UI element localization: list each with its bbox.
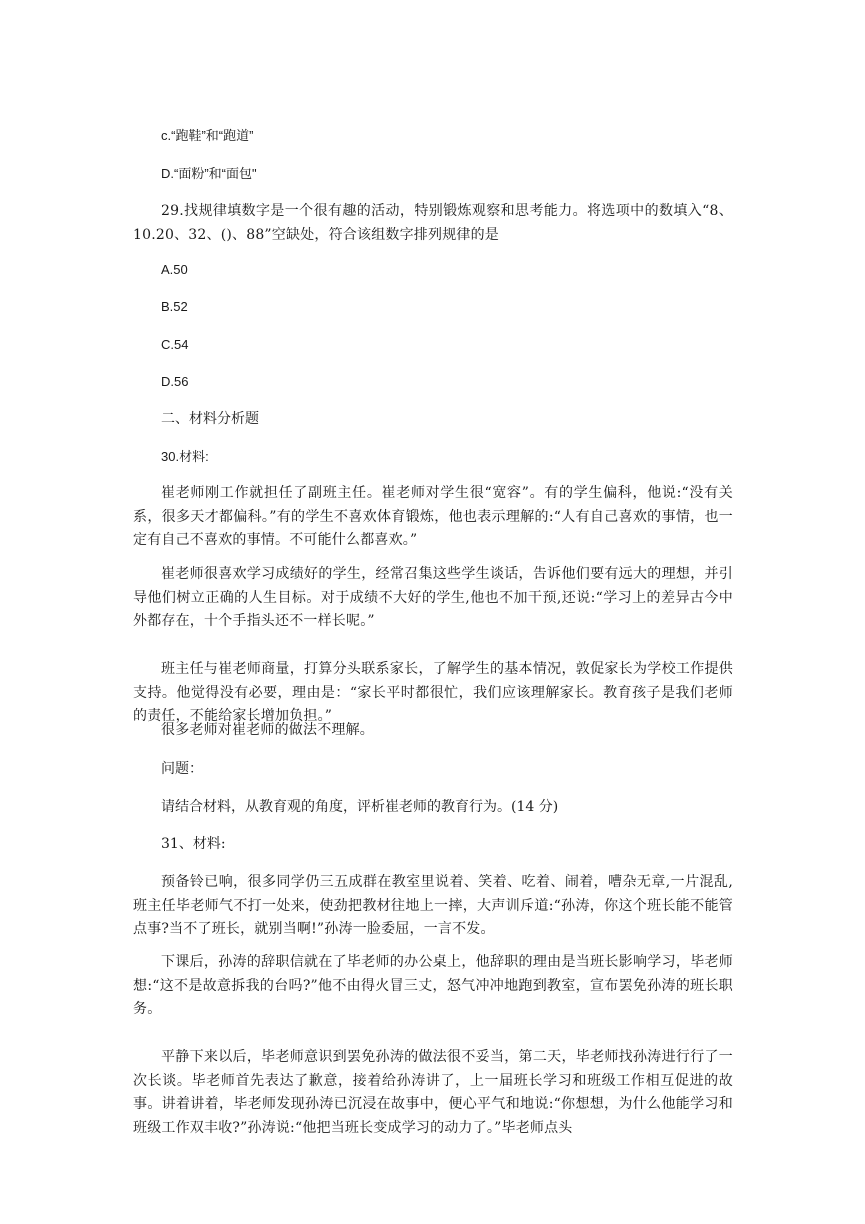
q31-paragraph-2: 下课后，孙涛的辞职信就在了毕老师的办公桌上，他辞职的理由是当班长影响学习，毕老师想:“这不是故意拆我的台吗?”他不由得火冒三丈，怒气冲冲地跑到教室，宣布罢免孙涛的班长职务。 xyxy=(133,954,733,1017)
question-29: 29.找规律填数字是一个很有趣的活动，特别锻炼观察和思考能力。将选项中的数填入“8、10.20、32、()、88”空缺处，符合该组数字排列规律的是 xyxy=(133,203,733,243)
q31-paragraph-3: 平静下来以后，毕老师意识到罢免孙涛的做法很不妥当，第二天，毕老师找孙涛进行行了一次长谈。毕老师首先表达了歉意，接着给孙涛讲了，上一届班长学习和班级工作相互促进的故事。讲着讲着，毕老师发现孙涛已沉浸在故事中，便心平气和地说:“你想想，为什么他能学习和班级工作双丰收?”孙涛说:“他把当班长变成学习的动力了。”毕老师点头 xyxy=(133,1049,733,1136)
section-title: 二、材料分析题 xyxy=(161,411,259,427)
q30-label: 30.材料: xyxy=(161,449,209,464)
q30-question-label: 问题： xyxy=(161,761,203,777)
q30-paragraph-1: 崔老师刚工作就担任了副班主任。崔老师对学生很“宽容”。有的学生偏科，他说:“没有关系，很多天才都偏科。”有的学生不喜欢体育锻炼，他也表示理解的:“人有自己喜欢的事情，也一定有自己不喜欢的事情。不可能什么都喜欢。” xyxy=(133,485,733,548)
option-c: c.“跑鞋”和“跑道” xyxy=(161,128,254,143)
option-d: D.“面粉”和“面包" xyxy=(161,166,257,181)
q31-label: 31、材料: xyxy=(161,836,226,852)
q30-paragraph-2: 崔老师很喜欢学习成绩好的学生，经常召集这些学生谈话，告诉他们要有远大的理想，并引导他们树立正确的人生目标。对于成绩不大好的学生,他也不加干预,还说:“学习上的差异古今中外都存在，十个手指头还不一样长呢。” xyxy=(133,566,733,629)
q30-paragraph-4: 很多老师对崔老师的做法不理解。 xyxy=(161,722,374,738)
q29-option-b: B.52 xyxy=(161,299,188,314)
q30-paragraph-3: 班主任与崔老师商量，打算分头联系家长，了解学生的基本情况，敦促家长为学校工作提供支持。他觉得没有必要，理由是：“家长平时都很忙，我们应该理解家长。教育孩子是我们老师的责任，不能给家长增加负担。” xyxy=(133,661,733,724)
q29-option-c: C.54 xyxy=(161,337,189,352)
q31-paragraph-1: 预备铃已响，很多同学仍三五成群在教室里说着、笑着、吃着、闹着，嘈杂无章,一片混乱,班主任毕老师气不打一处来，使劲把教材往地上一摔，大声训斥道:“孙涛，你这个班长能不能管点事?当不了班长，就别当啊!”孙涛一脸委屈，一言不发。 xyxy=(133,874,733,937)
q29-option-a: A.50 xyxy=(161,262,188,277)
q30-question: 请结合材料，从教育观的角度，评析崔老师的教育行为。(14 分) xyxy=(161,799,559,815)
q29-option-d: D.56 xyxy=(161,374,189,389)
